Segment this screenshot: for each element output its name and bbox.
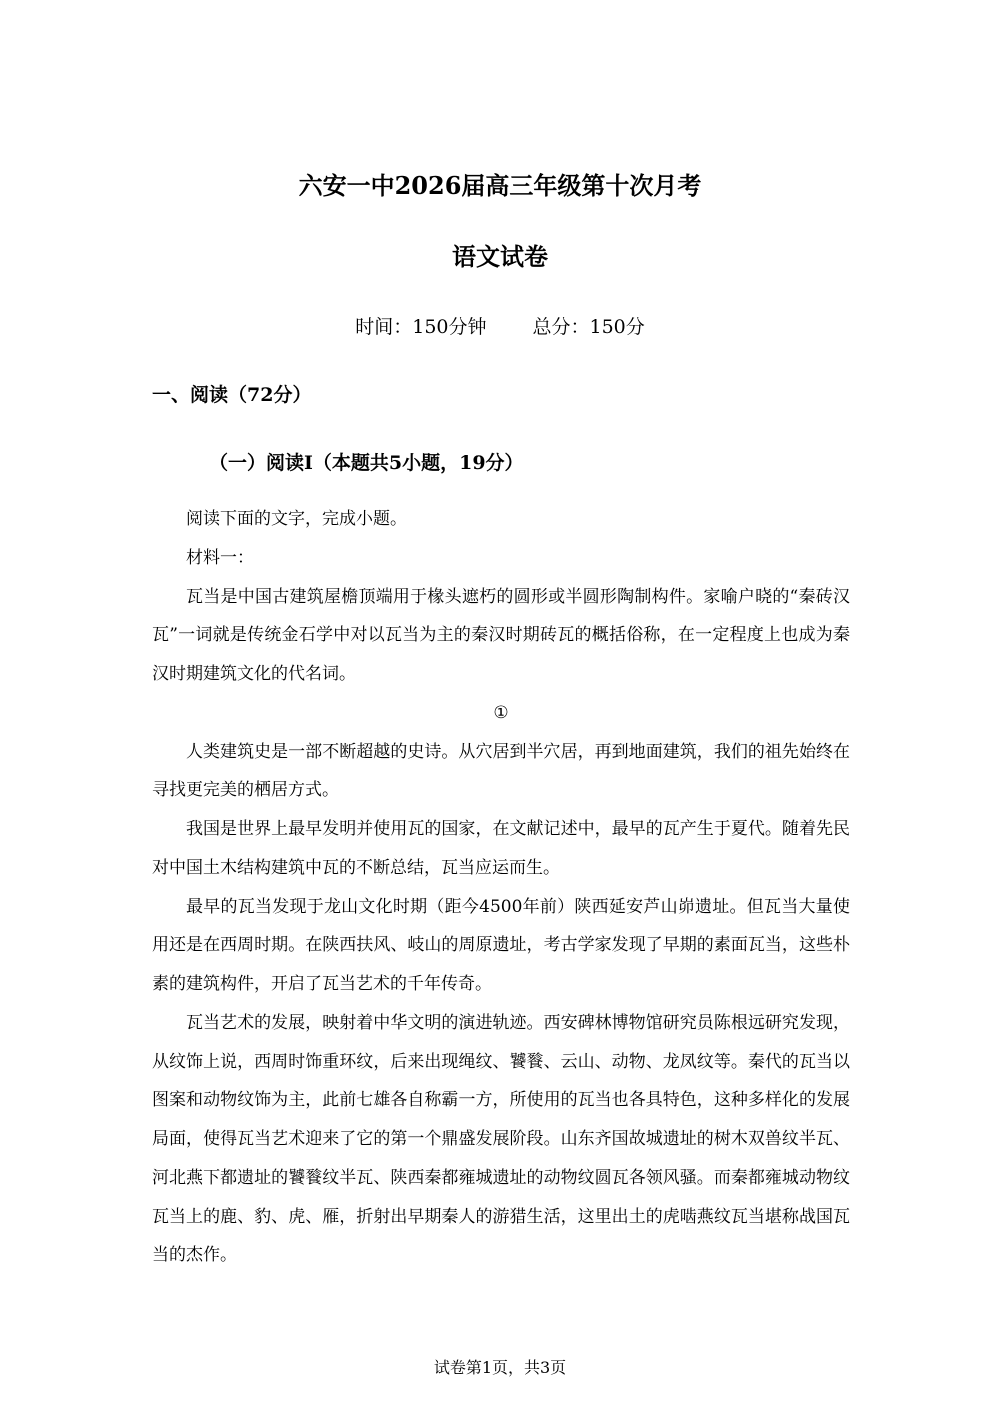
score-label: 总分：150分 [532,316,645,338]
page-footer: 试卷第1页，共3页 [433,1358,567,1377]
paragraph-4: 最早的瓦当发现于龙山文化时期（距今4500年前）陕西延安芦山峁遗址。但瓦当大量使用还是在西周时期。在陕西扶风、岐山的周原遗址，考古学家发现了早期的素面瓦当，这些朴素的建筑构件，开启了瓦当艺术的千年传奇。 [152,896,850,994]
section-heading: 一、阅读（72分） [152,384,312,406]
subject-title: 语文试卷 [452,242,548,271]
instruction-text: 阅读下面的文字，完成小题。 [186,509,407,529]
material-label: 材料一： [186,547,254,568]
paragraph-3: 我国是世界上最早发明并使用瓦的国家，在文献记述中，最早的瓦产生于夏代。随着先民对中国土木结构建筑中瓦的不断总结，瓦当应运而生。 [152,819,850,878]
exam-title: 六安一中2026届高三年级第十次月考 [298,171,702,200]
blank-marker: ① [493,702,509,723]
time-label: 时间：150分钟 [355,316,487,338]
subsection-heading: （一）阅读Ⅰ（本题共5小题，19分） [209,452,524,474]
exam-meta [0,313,1000,341]
reading-passage [152,500,850,1275]
paragraph-2: 人类建筑史是一部不断超越的史诗。从穴居到半穴居，再到地面建筑，我们的祖先始终在寻找更完美的栖居方式。 [152,741,850,801]
paragraph-5: 瓦当艺术的发展，映射着中华文明的演进轨迹。西安碑林博物馆研究员陈根远研究发现，从纹饰上说，西周时饰重环纹，后来出现绳纹、饕餮、云山、动物、龙凤纹等。秦代的瓦当以图案和动物纹饰为主，此前七雄各自称霸一方，所使用的瓦当也各具特色，这种多样化的发展局面，使得瓦当艺术迎来了它的第一个鼎盛发展阶段。山东齐国故城遗址的树木双兽纹半瓦、河北燕下都遗址的饕餮纹半瓦、陕西秦都雍城遗址的动物纹圆瓦各领风骚。而秦都雍城动物纹瓦当上的鹿、豹、虎、雁，折射出早期秦人的游猎生活，这里出土的虎啮燕纹瓦当堪称战国瓦当的杰作。 [152,1012,850,1266]
paragraph-1: 瓦当是中国古建筑屋檐顶端用于椽头遮朽的圆形或半圆形陶制构件。家喻户晓的“秦砖汉瓦”一词就是传统金石学中对以瓦当为主的秦汉时期砖瓦的概括俗称，在一定程度上也成为秦汉时期建筑文化的代名词。 [152,586,850,684]
